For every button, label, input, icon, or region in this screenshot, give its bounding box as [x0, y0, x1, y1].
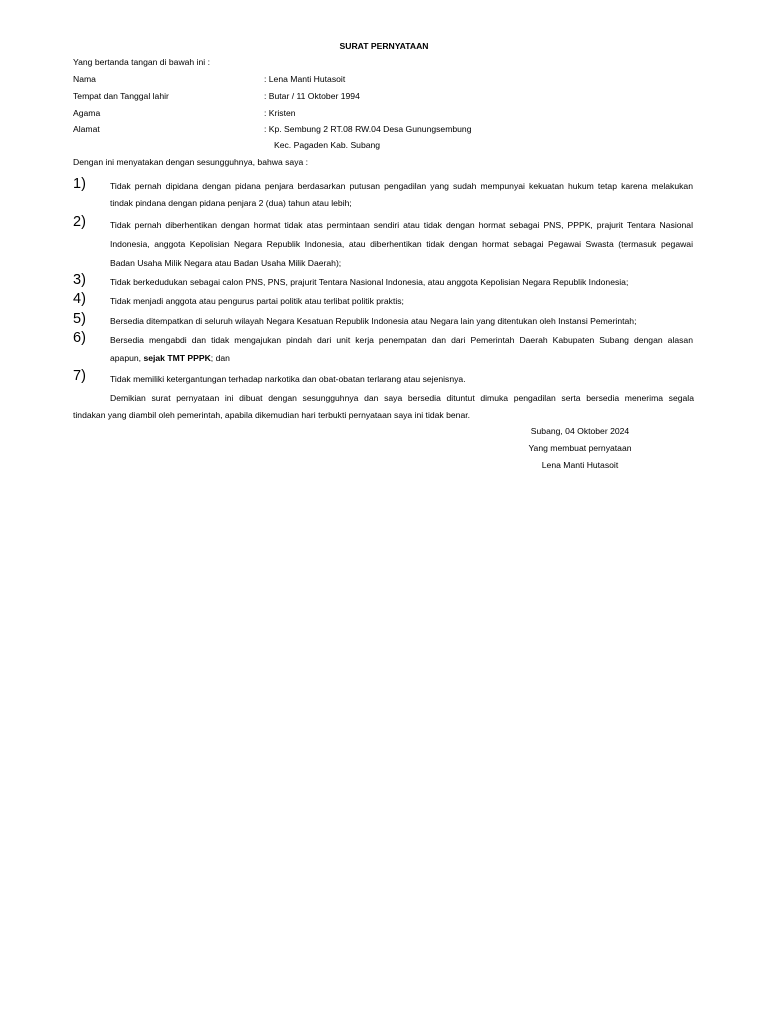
- signature-name: Lena Manti Hutasoit: [541, 460, 619, 470]
- field-value-alamat: : Kp. Sembung 2 RT.08 RW.04 Desa Gunungsembung: [264, 124, 472, 134]
- item-number: 7): [73, 368, 86, 384]
- list-item: [110, 198, 693, 209]
- field-label-ttl: Tempat dan Tanggal lahir: [73, 91, 169, 101]
- signature-role: Yang membuat pernyataan: [528, 443, 632, 453]
- list-item-line: tindak pindana dengan pidana penjara 2 (dua) tahun atau lebih;: [110, 198, 352, 208]
- item-number: 3): [73, 272, 86, 288]
- bold-phrase: sejak TMT PPPK: [143, 353, 211, 363]
- list-item: [110, 258, 693, 269]
- field-value-ttl: : Butar / 11 Oktober 1994: [264, 91, 360, 101]
- list-item: [110, 277, 693, 288]
- closing-paragraph-line1: Demikian surat pernyataan ini dibuat dengan sesungguhnya dan saya bersedia dituntut dimuka pengadilan serta bersedia menerima segala: [110, 393, 694, 403]
- list-item: [110, 220, 693, 231]
- field-label-agama: Agama: [73, 108, 101, 118]
- list-item: [110, 353, 693, 364]
- field-label-nama: Nama: [73, 74, 96, 84]
- field-value-alamat-line2: Kec. Pagaden Kab. Subang: [274, 140, 381, 150]
- list-item-line: Bersedia ditempatkan di seluruh wilayah Negara Kesatuan Republik Indonesia atau Negara lain yang ditentukan oleh Instansi Pemerintah;: [110, 316, 637, 326]
- list-item-line: Indonesia, anggota Kepolisian Negara Republik Indonesia, atau diberhentikan tidak dengan hormat sebagai Pegawai Swasta (termasuk pegawai: [110, 239, 693, 249]
- list-item-line: [110, 353, 693, 364]
- field-label-alamat: Alamat: [73, 124, 100, 134]
- item-number: 1): [73, 176, 86, 192]
- statement-intro: Dengan ini menyatakan dengan sesungguhnya, bahwa saya :: [73, 157, 309, 167]
- list-item: [110, 296, 693, 307]
- list-item: [110, 335, 693, 346]
- list-item-line: Badan Usaha Milik Negara atau Badan Usaha Milik Daerah);: [110, 258, 342, 268]
- list-item-line: Tidak memiliki ketergantungan terhadap narkotika dan obat-obatan terlarang atau sejenisnya.: [110, 374, 466, 384]
- list-item-text: ; dan: [210, 353, 230, 363]
- field-value-nama: : Lena Manti Hutasoit: [264, 74, 346, 84]
- list-item: [110, 181, 693, 192]
- item-number: 4): [73, 291, 86, 307]
- item-number: 5): [73, 311, 86, 327]
- list-item-line: Bersedia mengabdi dan tidak mengajukan pindah dari unit kerja penempatan dan dari Pemerintah Daerah Kabupaten Subang dengan alasan: [110, 335, 693, 345]
- intro-text: Yang bertanda tangan di bawah ini :: [73, 57, 210, 67]
- list-item-text: apapun,: [110, 353, 144, 363]
- list-item-line: Tidak berkedudukan sebagai calon PNS, PNS, prajurit Tentara Nasional Indonesia, atau anggota Kepolisian Negara Republik Indonesia;: [110, 277, 629, 287]
- list-item-line: Tidak menjadi anggota atau pengurus partai politik atau terlibat politik praktis;: [110, 296, 404, 306]
- list-item: [110, 316, 693, 327]
- list-item-line: Tidak pernah dipidana dengan pidana penjara berdasarkan putusan pengadilan yang sudah mempunyai kekuatan hukum tetap karena melakukan: [110, 181, 693, 191]
- closing-paragraph-line2: tindakan yang diambil oleh pemerintah, apabila dikemudian hari terbukti pernyataan saya ini tidak benar.: [73, 410, 470, 420]
- signature-place-date: Subang, 04 Oktober 2024: [530, 426, 630, 436]
- list-item: [110, 374, 693, 385]
- item-number: 2): [73, 214, 86, 230]
- list-item-line: Tidak pernah diberhentikan dengan hormat tidak atas permintaan sendiri atau tidak dengan hormat sebagai PNS, PPPK, prajurit Tentara Nasional: [110, 220, 693, 230]
- document-title: SURAT PERNYATAAN: [339, 41, 429, 51]
- item-number: 6): [73, 330, 86, 346]
- field-value-agama: : Kristen: [264, 108, 296, 118]
- list-item: [110, 239, 693, 250]
